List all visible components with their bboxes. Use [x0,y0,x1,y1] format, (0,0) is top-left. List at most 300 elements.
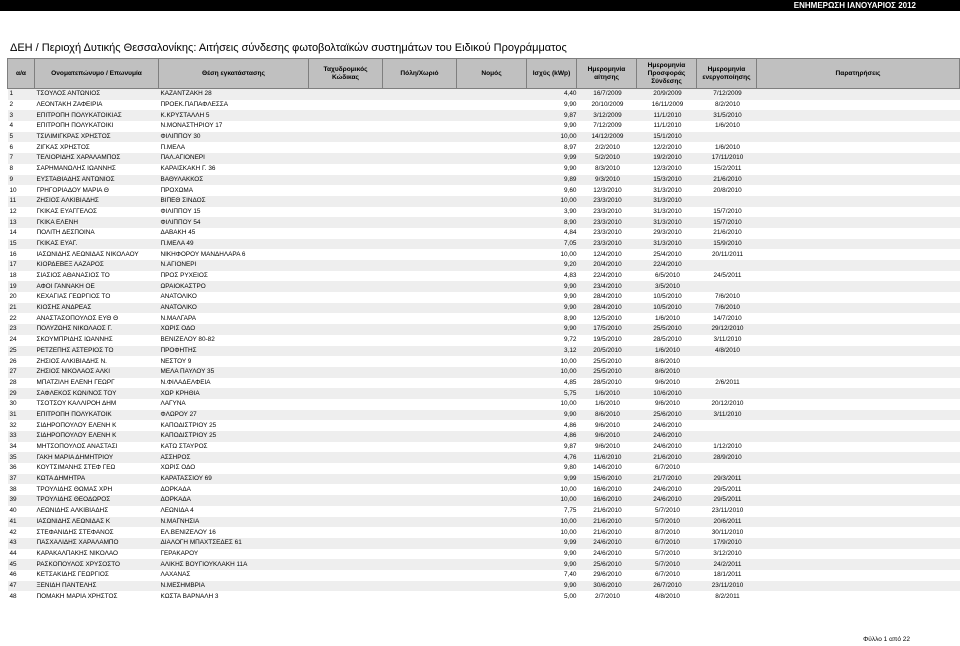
cell-act-date: 28/9/2010 [697,452,757,463]
cell-site: Ν.ΜΕΣΗΜΒΡΙΑ [159,581,309,592]
cell-prefecture [457,175,527,186]
cell-city [383,324,457,335]
cell-prefecture [457,538,527,549]
cell-offer-date: 21/7/2010 [637,474,697,485]
col-header-city: Πόλη/Χωριό [383,59,457,89]
cell-site: ΚΑΡΑΤΑΣΣΙΟΥ 69 [159,474,309,485]
cell-notes [757,324,960,335]
cell-postal [309,239,383,250]
cell-aa: 23 [8,324,35,335]
cell-name: ΛΕΟΝΤΑΚΗ ΖΑΦΕΙΡΙΑ [36,101,103,109]
table-row [8,100,960,111]
cell-name: ΕΥΣΤΑΘΙΑΔΗΣ ΑΝΤΩΝΙΟΣ [35,175,159,186]
cell-prefecture [457,271,527,282]
cell-prefecture [457,217,527,228]
cell-act-date: 1/12/2010 [713,443,742,451]
cell-prefecture [457,591,527,602]
table-row [8,89,960,100]
cell-power: 9,90 [527,281,577,292]
cell-offer-date: 19/2/2010 [637,153,697,164]
cell-notes [757,185,960,196]
cell-city [383,260,457,271]
cell-city [383,559,457,570]
cell-act-date: 29/5/2011 [697,495,757,506]
cell-postal [309,581,383,592]
cell-act-date: 7/6/2010 [715,293,740,301]
cell-city [383,249,457,260]
cell-site: Κ.ΚΡΥΣΤΑΛΛΗ 5 [159,110,309,121]
col-header-act-date: Ημερομηνία ενεργοποίησης [697,59,757,89]
cell-site: ΒΙΠΕΘ ΣΙΝΔΟΣ [159,196,309,207]
cell-name: ΓΚΙΚΑ ΕΛΕΝΗ [35,217,159,228]
cell-city [383,517,457,528]
cell-offer-date: 31/3/2010 [653,207,682,215]
cell-offer-date: 28/5/2010 [653,336,682,344]
cell-aa: 36 [9,464,17,472]
cell-name: ΠΟΛΙΤΗ ΔΕΣΠΟΙΝΑ [36,229,95,237]
cell-act-date: 29/12/2010 [697,324,757,335]
cell-aa: 29 [8,388,35,399]
cell-site: ΠΡΟΧΩΜΑ [160,186,193,194]
cell-postal [309,517,383,528]
cell-act-date: 2/6/2011 [715,378,740,386]
cell-app-date: 12/4/2010 [593,250,622,258]
cell-name: ΓΡΗΓΟΡΙΑΔΟΥ ΜΑΡΙΑ Θ [36,186,109,194]
cell-name: ΚΟΥΤΣΙΜΑΝΗΣ ΣΤΕΦ ΓΕΩ [36,464,116,472]
cell-offer-date: 10/5/2010 [653,293,682,301]
cell-power: 10,00 [527,132,577,143]
cell-notes [757,495,960,506]
cell-aa: 24 [9,336,17,344]
cell-city [383,452,457,463]
cell-city [383,431,457,442]
cell-postal [309,495,383,506]
cell-aa: 19 [8,281,35,292]
cell-notes [757,153,960,164]
cell-app-date: 9/6/2010 [577,431,637,442]
cell-notes [757,367,960,378]
cell-name: ΤΣΙΛΙΜΙΓΚΡΑΣ ΧΡΗΣΤΟΣ [35,132,159,143]
cell-power: 8,90 [527,217,577,228]
cell-notes [757,260,960,271]
cell-name: ΕΠΙΤΡΟΠΗ ΠΟΛΥΚΑΤΟΙΚΙ [36,122,114,130]
cell-power: 10,00 [527,196,577,207]
table-row [8,388,960,399]
cell-act-date: 15/7/2010 [713,207,742,215]
cell-app-date: 23/3/2010 [577,239,637,250]
cell-postal [309,313,383,324]
cell-aa: 42 [9,528,17,536]
cell-site: ΧΩΡ ΚΡΗΘΙΑ [159,388,309,399]
cell-notes [757,399,960,410]
cell-aa: 44 [9,549,17,557]
cell-act-date: 3/12/2010 [713,549,742,557]
cell-power: 4,86 [564,421,577,429]
cell-city [383,185,457,196]
cell-power: 9,72 [564,336,577,344]
cell-offer-date: 24/6/2010 [637,431,697,442]
cell-aa: 32 [9,421,17,429]
cell-prefecture [457,442,527,453]
cell-notes [757,281,960,292]
cell-prefecture [457,559,527,570]
cell-aa: 41 [8,517,35,528]
table-row [8,271,960,282]
cell-postal [309,335,383,346]
table-row [8,175,960,186]
cell-notes [757,89,960,100]
table-row [8,549,960,560]
cell-notes [757,378,960,389]
cell-power: 9,99 [527,538,577,549]
table-row [8,399,960,410]
table-row [8,142,960,153]
cell-postal [309,110,383,121]
cell-power: 9,90 [527,303,577,314]
col-header-postal: Ταχυδρομικός Κώδικας [309,59,383,89]
cell-city [383,217,457,228]
cell-site: ΩΡΑΙΟΚΑΣΤΡΟ [159,281,309,292]
cell-notes [757,121,960,132]
cell-prefecture [457,484,527,495]
cell-aa: 9 [8,175,35,186]
cell-postal [309,442,383,453]
table-row [8,239,960,250]
cell-power: 10,00 [527,367,577,378]
cell-app-date: 20/5/2010 [577,346,637,357]
cell-postal [309,164,383,175]
cell-notes [757,335,960,346]
cell-name: ΣΙΑΣΙΟΣ ΑΘΑΝΑΣΙΟΣ ΤΟ [36,272,110,280]
cell-name: ΕΠΙΤΡΟΠΗ ΠΟΛΥΚΑΤΟΙΚ [35,410,159,421]
cell-offer-date: 8/6/2010 [655,357,680,365]
cell-city [383,367,457,378]
table-row [8,249,960,260]
cell-aa: 43 [8,538,35,549]
cell-site: ΔΑΒΑΚΗ 45 [160,229,196,237]
cell-prefecture [457,549,527,560]
cell-app-date: 23/4/2010 [577,281,637,292]
cell-city [383,591,457,602]
cell-name: ΓΑΚΗ ΜΑΡΙΑ ΔΗΜΗΤΡΙΟΥ [35,452,159,463]
cell-notes [757,356,960,367]
cell-name: ΣΙΔΗΡΟΠΟΥΛΟΥ ΕΛΕΝΗ Κ [36,421,117,429]
cell-name: ΞΕΝΙΔΗ ΠΑΝΤΕΛΗΣ [35,581,159,592]
cell-prefecture [457,164,527,175]
cell-prefecture [457,356,527,367]
cell-city [383,164,457,175]
cell-power: 4,85 [564,378,577,386]
cell-power: 9,90 [564,293,577,301]
cell-app-date: 9/3/2010 [577,175,637,186]
cell-prefecture [457,527,527,538]
cell-city [383,153,457,164]
cell-prefecture [457,292,527,303]
cell-site: ΜΕΛΑ ΠΑΥΛΟΥ 35 [159,367,309,378]
cell-name: ΕΠΙΤΡΟΠΗ ΠΟΛΥΚΑΤΟΙΚΙΑΣ [35,110,159,121]
cell-postal [309,89,383,100]
cell-aa: 17 [8,260,35,271]
cell-power: 10,00 [560,528,577,536]
cell-prefecture [457,260,527,271]
cell-city [383,420,457,431]
cell-city [383,484,457,495]
table-row [8,527,960,538]
cell-aa: 26 [9,357,17,365]
cell-postal [309,196,383,207]
cell-offer-date: 5/7/2010 [655,507,680,515]
table-row [8,495,960,506]
cell-app-date: 23/3/2010 [593,229,622,237]
cell-aa: 46 [9,571,17,579]
cell-notes [757,110,960,121]
cell-aa: 16 [9,250,17,258]
cell-power: 9,90 [527,581,577,592]
cell-site: ΦΙΛΙΠΠΟΥ 30 [159,132,309,143]
cell-prefecture [457,495,527,506]
table-row [8,452,960,463]
cell-prefecture [457,249,527,260]
cell-act-date: 7/12/2009 [697,89,757,100]
cell-act-date: 3/11/2010 [713,336,742,344]
cell-offer-date: 6/7/2010 [655,571,680,579]
cell-postal [309,378,383,389]
cell-aa: 2 [9,101,14,109]
cell-app-date: 2/7/2010 [595,592,620,600]
cell-prefecture [457,281,527,292]
cell-name: ΜΗΤΣΟΠΟΥΛΟΣ ΑΝΑΣΤΑΣΙ [36,443,118,451]
cell-site: ΚΑΠΟΔΙΣΤΡΙΟΥ 25 [160,421,217,429]
cell-prefecture [457,196,527,207]
cell-city [383,581,457,592]
cell-act-date [697,356,757,367]
cell-postal [309,420,383,431]
cell-notes [757,249,960,260]
cell-prefecture [457,420,527,431]
cell-city [383,196,457,207]
cell-offer-date: 25/6/2010 [637,410,697,421]
cell-aa: 31 [8,410,35,421]
cell-aa: 13 [8,217,35,228]
cell-prefecture [457,142,527,153]
cell-site: ΦΙΛΙΠΠΟΥ 15 [160,207,201,215]
cell-offer-date: 5/7/2010 [655,549,680,557]
cell-app-date: 8/6/2010 [577,410,637,421]
cell-postal [309,559,383,570]
cell-offer-date: 6/5/2010 [655,272,680,280]
cell-offer-date: 11/1/2010 [637,110,697,121]
cell-name: ΡΕΤΖΕΠΗΣ ΑΣΤΕΡΙΟΣ ΤΟ [35,346,159,357]
cell-offer-date: 24/6/2010 [653,421,682,429]
cell-app-date: 5/2/2010 [577,153,637,164]
cell-prefecture [457,324,527,335]
cell-site: ΓΕΡΑΚΑΡΟΥ [160,549,199,557]
cell-postal [309,399,383,410]
cell-offer-date: 9/6/2010 [655,378,680,386]
cell-city [383,89,457,100]
cell-aa: 5 [8,132,35,143]
cell-app-date: 21/6/2010 [577,517,637,528]
cell-offer-date: 5/7/2010 [637,517,697,528]
cell-app-date: 20/4/2010 [577,260,637,271]
cell-offer-date: 9/6/2010 [655,400,680,408]
cell-prefecture [457,570,527,581]
cell-app-date: 21/6/2010 [593,507,622,515]
cell-notes [757,591,960,602]
cell-postal [309,132,383,143]
cell-prefecture [457,581,527,592]
cell-name: ΓΚΙΚΑΣ ΕΥΑΓΓΕΛΟΣ [36,207,97,215]
cell-act-date: 15/9/2010 [697,239,757,250]
cell-notes [757,549,960,560]
cell-app-date: 12/5/2010 [593,314,622,322]
table-row [8,207,960,218]
col-header-app-date: Ημερομηνία αίτησης [577,59,637,89]
cell-site: ΦΙΛΙΠΠΟΥ 54 [159,217,309,228]
cell-act-date: 1/6/2010 [715,143,740,151]
cell-postal [309,303,383,314]
cell-city [383,121,457,132]
cell-app-date: 25/6/2010 [577,559,637,570]
cell-notes [757,239,960,250]
cell-app-date: 9/6/2010 [595,421,620,429]
cell-app-date: 16/6/2010 [593,485,622,493]
cell-site: ΒΕΝΙΖΕΛΟΥ 80-82 [160,336,215,344]
cell-power: 7,05 [527,239,577,250]
cell-app-date: 22/4/2010 [593,272,622,280]
cell-postal [309,346,383,357]
cell-notes [757,474,960,485]
cell-prefecture [457,110,527,121]
cell-notes [757,442,960,453]
cell-notes [757,431,960,442]
cell-city [383,538,457,549]
cell-aa: 48 [9,592,17,600]
cell-name: ΚΩΤΑ ΔΗΜΗΤΡΑ [35,474,159,485]
cell-postal [309,410,383,421]
cell-prefecture [457,121,527,132]
cell-prefecture [457,388,527,399]
cell-prefecture [457,239,527,250]
cell-offer-date: 31/3/2010 [653,186,682,194]
cell-app-date: 28/4/2010 [577,303,637,314]
cell-name: ΑΦΟΙ ΓΑΝΝΑΚΗ ΟΕ [35,281,159,292]
cell-postal [309,570,383,581]
cell-power: 4,84 [564,229,577,237]
cell-prefecture [457,506,527,517]
cell-power: 3,90 [564,207,577,215]
cell-offer-date: 12/2/2010 [653,143,682,151]
cell-aa: 6 [9,143,14,151]
cell-act-date: 24/2/2011 [697,559,757,570]
cell-name: ΠΟΛΥΖΩΗΣ ΝΙΚΟΛΑΟΣ Γ. [35,324,159,335]
cell-name: ΖΗΣΙΟΣ ΝΙΚΟΛΑΟΣ ΑΛΚΙ [35,367,159,378]
cell-power: 8,97 [564,143,577,151]
cell-name: ΚΙΟΡΔΕΒΕΞ ΛΑΖΑΡΟΣ [35,260,159,271]
cell-name: ΣΙΔΗΡΟΠΟΥΛΟΥ ΕΛΕΝΗ Κ [35,431,159,442]
cell-app-date: 25/5/2010 [577,367,637,378]
cell-app-date: 28/4/2010 [593,293,622,301]
cell-power: 4,86 [527,431,577,442]
cell-city [383,474,457,485]
cell-postal [309,292,383,303]
cell-offer-date: 20/9/2009 [637,89,697,100]
cell-city [383,378,457,389]
cell-act-date [697,463,757,474]
cell-prefecture [457,452,527,463]
cell-name: ΙΑΣΩΝΙΔΗΣ ΛΕΩΝΙΔΑΣ ΝΙΚΟΛΑΟΥ [36,250,139,258]
cell-notes [757,538,960,549]
cell-name: ΚΕΤΣΑΚΙΔΗΣ ΓΕΩΡΓΙΟΣ [36,571,109,579]
cell-city [383,207,457,218]
cell-prefecture [457,313,527,324]
table-row [8,228,960,239]
applications-table [7,58,960,602]
cell-prefecture [457,463,527,474]
cell-app-date: 12/3/2010 [593,186,622,194]
cell-offer-date: 8/6/2010 [637,367,697,378]
cell-power: 9,87 [527,110,577,121]
cell-site: ΚΑΤΩ ΣΤΑΥΡΟΣ [160,443,208,451]
cell-name: ΜΠΑΤΖΙΛΗ ΕΛΕΝΗ ΓΕΩΡΓ [36,378,115,386]
cell-offer-date: 5/7/2010 [637,559,697,570]
cell-name: ΚΑΡΑΚΑΛΠΑΚΗΣ ΝΙΚΟΛΑΟ [36,549,119,557]
cell-name: ΑΝΑΣΤΑΣΟΠΟΥΛΟΣ ΕΥΘ Θ [36,314,119,322]
cell-prefecture [457,367,527,378]
cell-offer-date: 11/1/2010 [653,122,682,130]
cell-aa: 27 [8,367,35,378]
table-row [8,356,960,367]
cell-name: ΖΙΓΚΑΣ ΧΡΗΣΤΟΣ [36,143,90,151]
cell-city [383,132,457,143]
cell-act-date: 14/7/2010 [713,314,742,322]
cell-power: 9,90 [527,324,577,335]
cell-name: ΤΣΟΤΣΟΥ ΚΑΛΛΙΡΟΗ ΔΗΜ [36,400,117,408]
cell-aa: 40 [9,507,17,515]
cell-offer-date: 25/4/2010 [653,250,682,258]
cell-power: 9,99 [527,474,577,485]
cell-power: 4,40 [527,89,577,100]
cell-notes [757,570,960,581]
cell-app-date: 23/3/2010 [593,207,622,215]
cell-notes [757,420,960,431]
cell-city [383,335,457,346]
cell-city [383,495,457,506]
table-row [8,581,960,592]
cell-aa: 20 [9,293,17,301]
cell-name: ΛΕΩΝΙΔΗΣ ΑΛΚΙΒΙΑΔΗΣ [36,507,109,515]
table-row [8,442,960,453]
table-row [8,420,960,431]
cell-prefecture [457,303,527,314]
col-header-name: Ονοματεπώνυμο / Επωνυμία [35,59,159,89]
cell-app-date: 1/6/2010 [595,400,620,408]
cell-city [383,356,457,367]
cell-offer-date: 12/3/2010 [653,165,682,173]
cell-act-date [697,281,757,292]
cell-city [383,442,457,453]
cell-power: 9,89 [527,175,577,186]
cell-name: ΤΡΟΥΛΙΔΗΣ ΘΕΟΔΩΡΟΣ [35,495,159,506]
top-bar [0,0,960,11]
cell-act-date: 31/5/2010 [697,110,757,121]
table-row [8,559,960,570]
cell-power: 10,00 [527,495,577,506]
cell-aa: 22 [9,314,17,322]
cell-prefecture [457,378,527,389]
table-row [8,570,960,581]
cell-name: ΖΗΣΙΟΣ ΑΛΚΙΒΙΑΔΗΣ [35,196,159,207]
